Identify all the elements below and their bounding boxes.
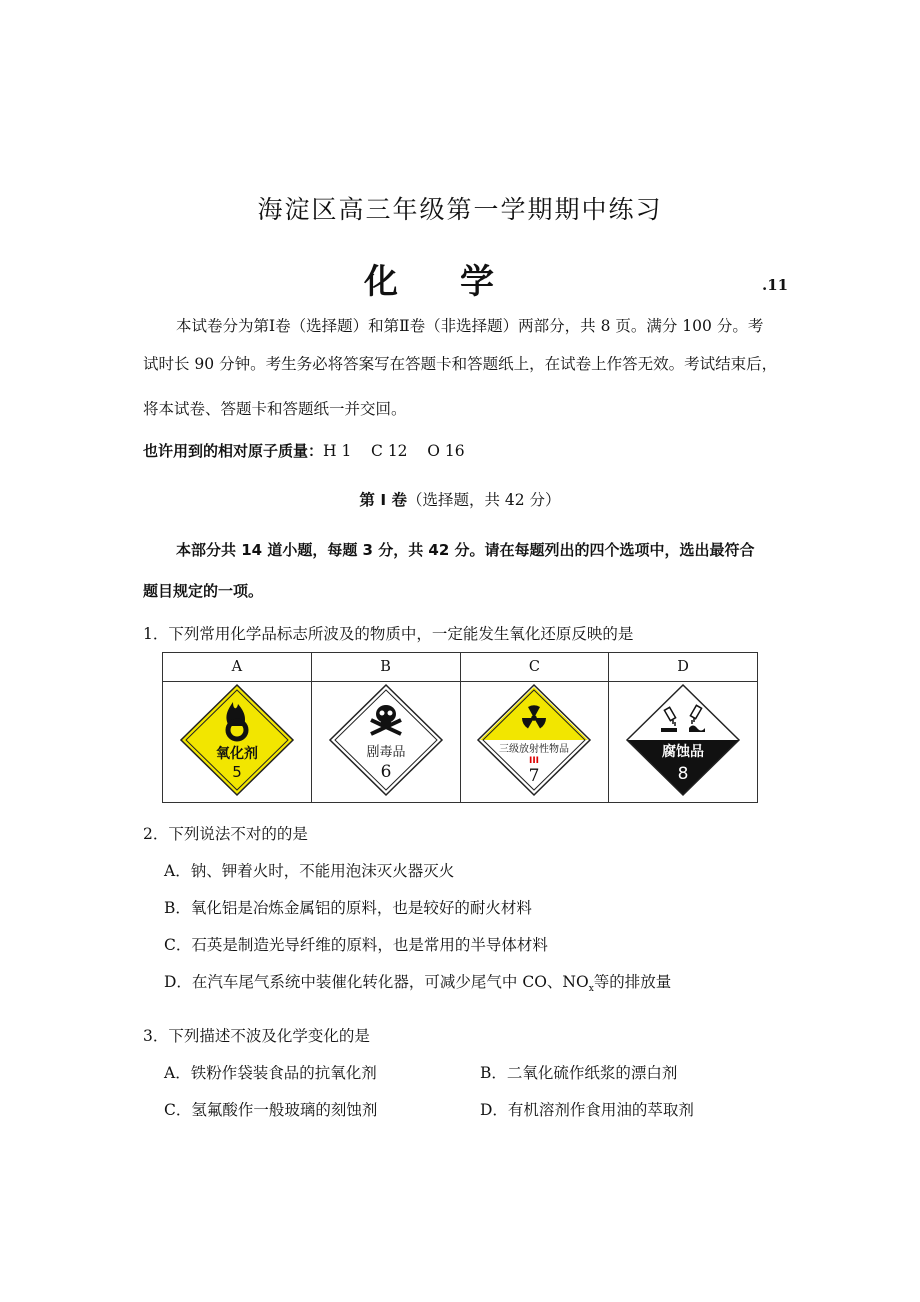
hazard-sign-table <box>162 652 758 803</box>
question-3-option-a: A．铁粉作袋装食品的抗氧化剂 <box>164 1064 377 1082</box>
question-2-option-a: A．钠、钾着火时，不能用泡沫灭火器灭火 <box>164 862 455 880</box>
question-2-option-d-text: D．在汽车尾气系统中装催化转化器，可减少尾气中 CO、NO <box>164 973 589 991</box>
question-3-option-d: D．有机溶剂作食用油的萃取剂 <box>480 1101 694 1119</box>
exam-title: 海淀区高三年级第一学期期中练习 <box>257 195 663 224</box>
radioactive-category: III <box>529 756 540 766</box>
question-2-option-b: B．氧化铝是冶炼金属铝的原料，也是较好的耐火材料 <box>164 899 532 917</box>
toxic-class: 6 <box>380 762 392 782</box>
toxic-sign <box>326 682 446 798</box>
sign-cell-c <box>460 682 609 803</box>
question-1-stem: 1．下列常用化学品标志所波及的物质中，一定能发生氧化还原反映的是 <box>143 625 634 643</box>
sign-cell-b <box>311 682 460 803</box>
question-2-option-d <box>164 970 671 994</box>
atomic-masses-label: 也许用到的相对原子质量： <box>143 442 324 460</box>
section-instructions-2: 题目规定的一项。 <box>143 582 264 600</box>
question-2-stem: 2．下列说法不对的的是 <box>143 825 308 843</box>
question-3-option-b: B．二氧化硫作纸浆的漂白剂 <box>480 1064 678 1082</box>
oxidizer-sign <box>177 682 297 798</box>
column-header-c: C <box>460 653 609 682</box>
nox-subscript: x <box>588 984 594 995</box>
section-title <box>0 488 920 510</box>
atomic-masses-values: H 1 C 12 O 16 <box>323 442 465 460</box>
column-header-a: A <box>163 653 312 682</box>
question-3-stem: 3．下列描述不波及化学变化的是 <box>143 1027 370 1045</box>
radioactive-sign <box>474 682 594 798</box>
intro-line-2: 试时长 90 分钟。考生务必将答案写在答题卡和答题纸上，在试卷上作答无效。考试结束后， <box>143 355 778 373</box>
column-header-b: B <box>311 653 460 682</box>
corrosive-sign <box>623 682 743 798</box>
question-2-option-c: C．石英是制造光导纤维的原料，也是常用的半导体材料 <box>164 936 548 954</box>
atomic-masses <box>143 440 465 461</box>
sign-cell-a <box>163 682 312 803</box>
section-instructions-1: 本部分共 14 道小题，每题 3 分，共 42 分。请在每题列出的四个选项中，选出最符合 <box>176 541 755 559</box>
column-header-d: D <box>609 653 758 682</box>
subject-title: 化学 <box>364 262 556 302</box>
radioactive-label: 三级放射性物品 <box>499 744 570 755</box>
intro-line-3: 将本试卷、答题卡和答题纸一并交回。 <box>143 400 407 418</box>
section-title-rest: （选择题，共 42 分） <box>406 491 561 509</box>
radioactive-class: 7 <box>528 766 540 786</box>
corrosive-label: 腐蚀品 <box>662 744 705 760</box>
oxidizer-label: 氧化剂 <box>215 746 258 762</box>
intro-line-1: 本试卷分为第Ⅰ卷（选择题）和第Ⅱ卷（非选择题）两部分，共 8 页。满分 100 分。考 <box>176 317 764 335</box>
question-3-option-c: C．氢氟酸作一般玻璃的刻蚀剂 <box>164 1101 378 1119</box>
question-2-option-d-tail: 等的排放量 <box>593 973 672 991</box>
corrosive-class: 8 <box>677 764 689 784</box>
sign-cell-d <box>609 682 758 803</box>
section-title-bold: 第 I 卷 <box>359 491 407 509</box>
toxic-label: 剧毒品 <box>366 745 406 760</box>
oxidizer-class: 5 <box>232 763 242 781</box>
exam-date: .11 <box>762 276 789 294</box>
